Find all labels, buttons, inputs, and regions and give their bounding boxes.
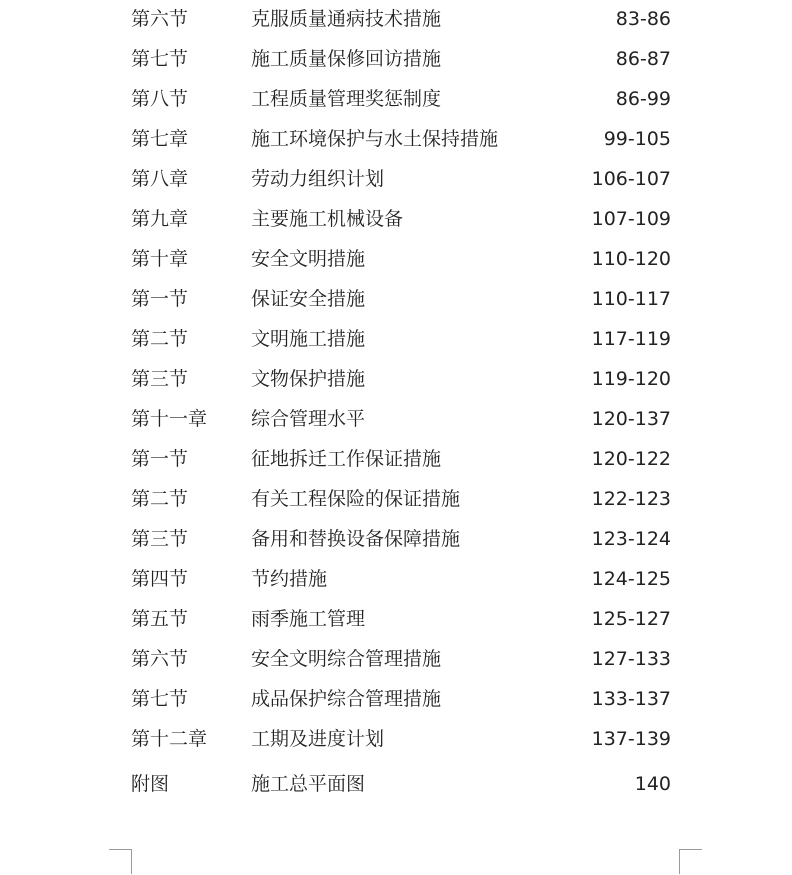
toc-entry-label: 第一节 [131, 448, 189, 470]
toc-entry-label: 第七节 [131, 48, 189, 70]
toc-entry [0, 164, 792, 194]
toc-entry-pages: 110-120 [591, 248, 671, 270]
toc-entry [0, 204, 792, 234]
toc-entry-label: 第二节 [131, 488, 189, 510]
toc-entry-pages: 122-123 [591, 488, 671, 510]
page-corner-mark-right [679, 849, 702, 874]
toc-entry-label: 第十二章 [131, 728, 208, 750]
toc-entry-title: 文物保护措施 [251, 368, 366, 390]
toc-entry-title: 施工总平面图 [251, 773, 366, 795]
toc-entry-pages: 106-107 [591, 168, 671, 190]
toc-entry [0, 244, 792, 274]
toc-entry [0, 524, 792, 554]
toc-entry-pages: 119-120 [591, 368, 671, 390]
toc-entry-pages: 86-99 [615, 88, 671, 110]
toc-entry-label: 第六节 [131, 648, 189, 670]
toc-entry-title: 安全文明综合管理措施 [251, 648, 442, 670]
toc-entry [0, 444, 792, 474]
toc-entry-label: 第八章 [131, 168, 189, 190]
toc-entry [0, 404, 792, 434]
toc-entry-pages: 137-139 [591, 728, 671, 750]
toc-entry-pages: 123-124 [591, 528, 671, 550]
toc-entry-pages: 99-105 [603, 128, 671, 150]
toc-entry-title: 综合管理水平 [251, 408, 366, 430]
toc-entry-label: 第三节 [131, 368, 189, 390]
toc-entry [0, 324, 792, 354]
toc-entry-title: 备用和替换设备保障措施 [251, 528, 461, 550]
toc-entry-title: 有关工程保险的保证措施 [251, 488, 461, 510]
toc-entry [0, 604, 792, 634]
toc-entry-label: 第三节 [131, 528, 189, 550]
toc-entry-title: 克服质量通病技术措施 [251, 8, 442, 30]
toc-entry-title: 施工质量保修回访措施 [251, 48, 442, 70]
toc-entry [0, 284, 792, 314]
toc-entry-title: 保证安全措施 [251, 288, 366, 310]
toc-entry [0, 364, 792, 394]
toc-entry-pages: 124-125 [591, 568, 671, 590]
toc-entry-pages: 107-109 [591, 208, 671, 230]
toc-entry [0, 564, 792, 594]
toc-entry [0, 684, 792, 714]
toc-entry [0, 44, 792, 74]
toc-entry [0, 124, 792, 154]
toc-entry-title: 成品保护综合管理措施 [251, 688, 442, 710]
toc-entry-pages: 120-122 [591, 448, 671, 470]
toc-entry-label: 第十章 [131, 248, 189, 270]
toc-entry-title: 主要施工机械设备 [251, 208, 404, 230]
toc-entry-title: 安全文明措施 [251, 248, 366, 270]
toc-entry-pages: 83-86 [615, 8, 671, 30]
toc-entry-title: 雨季施工管理 [251, 608, 366, 630]
toc-entry-title: 劳动力组织计划 [251, 168, 385, 190]
toc-entry [0, 724, 792, 754]
toc-entry-label: 第八节 [131, 88, 189, 110]
toc-entry-pages: 110-117 [591, 288, 671, 310]
toc-entry-label: 附图 [131, 773, 170, 795]
toc-entry-label: 第十一章 [131, 408, 208, 430]
toc-entry-label: 第四节 [131, 568, 189, 590]
toc-entry-title: 征地拆迁工作保证措施 [251, 448, 442, 470]
toc-entry-label: 第五节 [131, 608, 189, 630]
toc-entry-title: 施工环境保护与水土保持措施 [251, 128, 499, 150]
toc-entry [0, 84, 792, 114]
toc-entry-label: 第一节 [131, 288, 189, 310]
toc-entry [0, 644, 792, 674]
toc-entry [0, 484, 792, 514]
toc-entry-label: 第七章 [131, 128, 189, 150]
toc-entry-title: 工程质量管理奖惩制度 [251, 88, 442, 110]
toc-entry [0, 4, 792, 34]
toc-entry-label: 第九章 [131, 208, 189, 230]
toc-entry-pages: 125-127 [591, 608, 671, 630]
toc-entry-title: 节约措施 [251, 568, 328, 590]
toc-entry-pages: 117-119 [591, 328, 671, 350]
toc-entry-pages: 140 [634, 773, 671, 795]
toc-entry-label: 第七节 [131, 688, 189, 710]
toc-entry-pages: 127-133 [591, 648, 671, 670]
toc-entry-pages: 120-137 [591, 408, 671, 430]
toc-entry [0, 769, 792, 799]
toc-entry-pages: 86-87 [615, 48, 671, 70]
toc-entry-pages: 133-137 [591, 688, 671, 710]
toc-entry-label: 第六节 [131, 8, 189, 30]
toc-entry-label: 第二节 [131, 328, 189, 350]
page-corner-mark-left [109, 849, 132, 874]
toc-entry-title: 工期及进度计划 [251, 728, 385, 750]
toc-entry-title: 文明施工措施 [251, 328, 366, 350]
